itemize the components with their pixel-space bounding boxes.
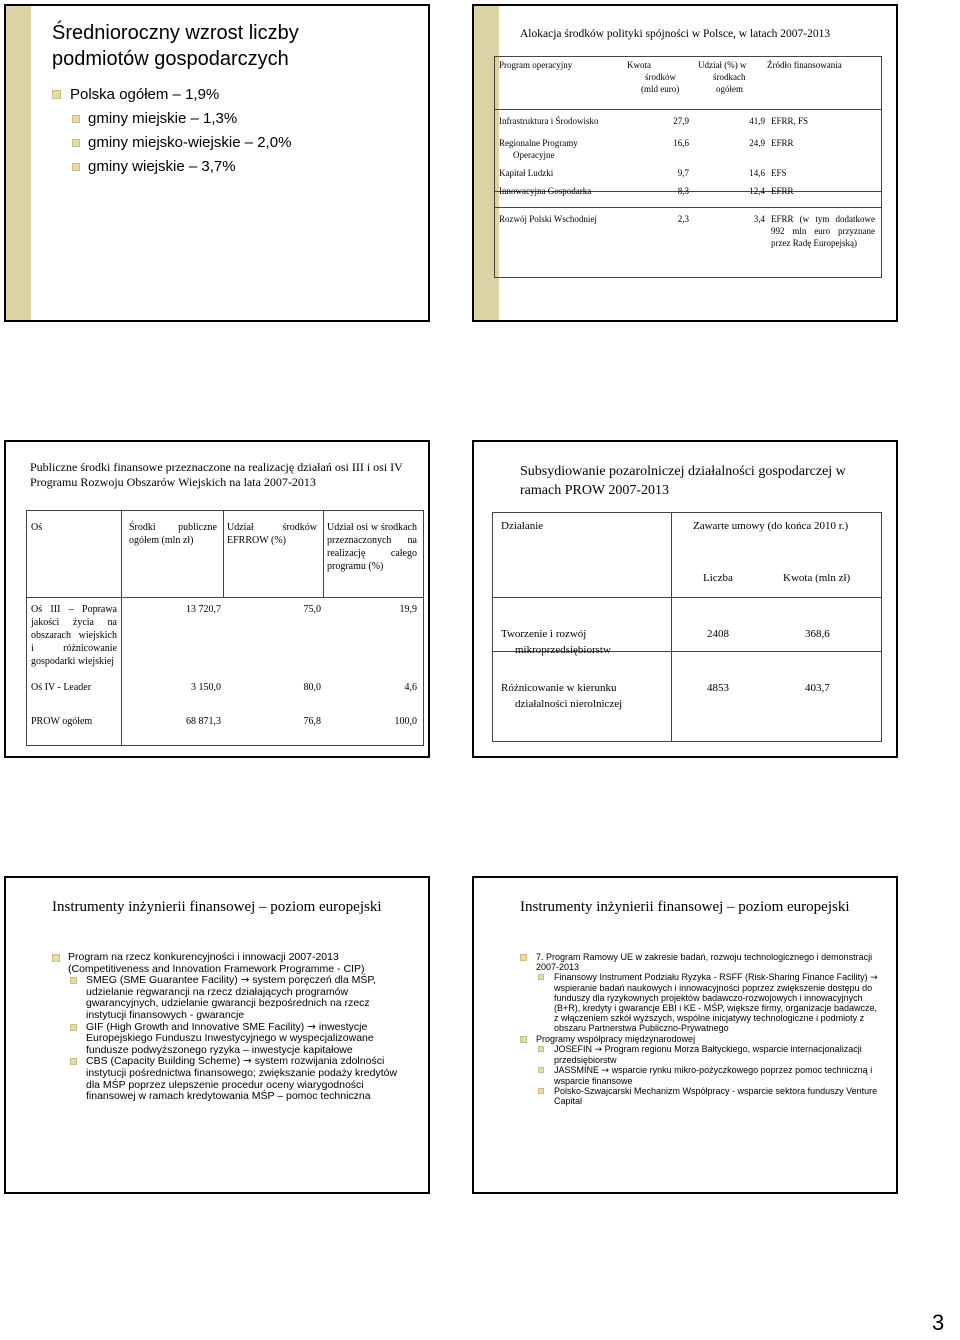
th-zrodlo: Źródło finansowania xyxy=(767,60,842,70)
bullet-text: Programy współpracy międzynarodowej xyxy=(536,1034,696,1044)
square-bullet-icon xyxy=(520,954,527,961)
square-bullet-icon xyxy=(538,1067,544,1073)
th-os: Oś xyxy=(31,522,43,533)
page-number: 3 xyxy=(932,1310,945,1335)
row-efrrow: 76,8 xyxy=(303,716,321,727)
subbullet xyxy=(520,1086,882,1106)
square-bullet-icon xyxy=(70,977,77,984)
square-bullet-icon xyxy=(52,90,61,99)
th-udzial-3: ogółem xyxy=(716,84,743,94)
arrow-right-icon: → xyxy=(243,1055,252,1068)
row-udzial: 3,4 xyxy=(753,214,765,224)
subbullet-text: system rozwijania zdolności instytucji pośrednictwa finansowego; zwiększanie podaży kredytów dla MŚP poprzez ulepszenie procedur oceny wiarygodności finansowej w ramach kredytowania MŚP – pomoc techniczna xyxy=(86,1055,398,1103)
slide-4 xyxy=(472,440,898,758)
square-bullet-icon xyxy=(538,1088,544,1094)
slide-3 xyxy=(4,440,430,758)
slide-5-title: Instrumenty inżynierii finansowej – poziom europejski xyxy=(52,899,382,915)
row-program: Regionalne Programy xyxy=(499,138,578,148)
th-kwota: Kwota (mln zł) xyxy=(783,572,851,584)
bullet xyxy=(520,1034,882,1044)
row-dzialanie: Tworzenie i rozwój xyxy=(501,628,587,640)
subbullet-pre: Finansowy Instrument Podziału Ryzyka - RSFF (Risk-Sharing Finance Facility) xyxy=(554,972,868,982)
row-srodki: 13 720,7 xyxy=(186,604,221,615)
th-udzial: Udział (%) w xyxy=(698,60,747,70)
slide-accent-strip xyxy=(6,6,31,320)
square-bullet-icon xyxy=(72,115,80,123)
allocation-table xyxy=(494,56,882,278)
th-efrrow: Udział środków EFRROW (%) xyxy=(227,522,317,546)
row-zrodlo: EFRR xyxy=(771,186,794,196)
th-srodki: Środki publiczne ogółem (mln zł) xyxy=(129,522,217,546)
row-kwota: 16,6 xyxy=(673,138,689,148)
row-udzial: 12,4 xyxy=(749,186,765,196)
arrow-right-icon: → xyxy=(601,1066,610,1076)
subbullet-pre: JASSMINE xyxy=(554,1065,600,1075)
slide-2 xyxy=(472,4,898,322)
th-zawarte-umowy: Zawarte umowy (do końca 2010 r.) xyxy=(693,520,849,532)
subbullet-text: wspieranie badań naukowych i innowacyjności poprzez zwiększenie dostępu do funduszy dla ryzykownych projektów badawczo-rozwojowych i innowacyjnych (B+R), kredyty i gwarancje EBI i KE - MŚP, większe firmy, organizacje badawcze, z włączeniem szkół wyższych, wspólne inicjatywy technologiczne i podmioty z obszaru Partnerstwa Publiczno-Prywatnego xyxy=(554,983,878,1033)
prow-subsidy-table xyxy=(492,512,882,742)
th-kwota-3: (mld euro) xyxy=(641,84,680,94)
slide-2-title: Alokacja środków polityki spójności w Polsce, w latach 2007-2013 xyxy=(520,28,831,40)
row-efrrow: 75,0 xyxy=(303,604,321,615)
subbullet-pre: GIF (High Growth and Innovative SME Facility) xyxy=(86,1020,305,1033)
row-dzialanie-2: działalności nierolniczej xyxy=(515,698,623,710)
th-kwota: Kwota xyxy=(627,60,651,70)
subbullet-text: inwestycje Europejskiego Funduszu Inwestycyjnego w wyspecjalizowane fundusze podwyższonego ryzyka – inwestycje kapitałowe xyxy=(86,1020,374,1056)
row-os: PROW ogółem xyxy=(31,716,93,727)
row-srodki: 68 871,3 xyxy=(186,716,221,727)
th-udzial-2: środkach xyxy=(713,72,746,82)
slide-4-title: Subsydiowanie pozarolniczej działalności gospodarczej w ramach PROW 2007-2013 xyxy=(520,464,846,498)
arrow-right-icon: → xyxy=(594,1045,603,1055)
slide-5 xyxy=(4,876,430,1194)
row-kwota: 9,7 xyxy=(677,168,689,178)
th-kwota-2: środków xyxy=(645,72,676,82)
row-kwota: 27,9 xyxy=(673,116,689,126)
slide-6 xyxy=(472,876,898,1194)
bullet xyxy=(520,952,882,972)
row-dzialanie-2: mikroprzedsiębiorstw xyxy=(515,644,611,656)
subbullet-text: wsparcie rynku mikro-pożyczkowego poprzez pomoc techniczną i wsparcie finansowe xyxy=(554,1065,873,1086)
square-bullet-icon xyxy=(538,974,544,980)
subbullet xyxy=(520,972,882,1033)
subbullet xyxy=(520,1044,882,1065)
row-program: Infrastruktura i Środowisko xyxy=(499,116,599,126)
slide-1-title: Średnioroczny wzrost liczby podmiotów gospodarczych xyxy=(52,22,299,70)
th-program: Program operacyjny xyxy=(499,60,573,70)
square-bullet-icon xyxy=(538,1046,544,1052)
subbullet xyxy=(520,1065,882,1086)
square-bullet-icon xyxy=(70,1058,77,1065)
row-kwota: 8,3 xyxy=(677,186,689,196)
bullet xyxy=(52,952,412,975)
subbullet xyxy=(52,1056,412,1102)
row-udzial: 19,9 xyxy=(399,604,417,615)
subbullet-text: system poręczeń dla MŚP, udzielanie regwarancji na rzecz działających programów gwarancyjnych, udzielanie gwarancji bezpośrednich na rzecz instytucji finansowych - gwarancje xyxy=(86,974,376,1021)
row-kwota: 368,6 xyxy=(805,628,830,640)
slide-6-title: Instrumenty inżynierii finansowej – poziom europejski xyxy=(520,899,850,915)
row-os: Oś III – Poprawa jakości życia na obszarach wiejskich i różnicowanie gospodarki wiejskiej xyxy=(31,604,117,667)
slide-5-body xyxy=(52,952,412,1103)
subbullet xyxy=(52,975,412,1021)
row-program: Kapitał Ludzki xyxy=(499,168,554,178)
row-udzial: 14,6 xyxy=(749,168,765,178)
row-program: Rozwój Polski Wschodniej xyxy=(499,214,597,224)
slide-1-subbullet xyxy=(72,134,291,152)
square-bullet-icon xyxy=(520,1036,527,1043)
th-dzialanie: Działanie xyxy=(501,520,544,532)
subbullet-text: gminy wiejskie – 3,7% xyxy=(88,158,236,175)
subbullet-text: Polsko-Szwajcarski Mechanizm Współpracy - wsparcie sektora funduszy Venture Capital xyxy=(554,1086,878,1106)
row-program-2: Operacyjne xyxy=(513,150,555,160)
row-zrodlo: EFRR, FS xyxy=(771,116,809,126)
row-os: Oś IV - Leader xyxy=(31,682,92,693)
slide-1-subbullet xyxy=(72,158,236,176)
slide-1-bullet xyxy=(52,86,219,104)
row-zrodlo: EFS xyxy=(771,168,787,178)
row-udzial: 41,9 xyxy=(749,116,765,126)
row-dzialanie: Różnicowanie w kierunku xyxy=(501,682,617,694)
row-liczba: 2408 xyxy=(707,628,729,640)
row-program: Innowacyjna Gospodarka xyxy=(499,186,592,196)
square-bullet-icon xyxy=(70,1024,77,1031)
row-liczba: 4853 xyxy=(707,682,729,694)
row-zrodlo: EFRR xyxy=(771,138,794,148)
subbullet-text: gminy miejsko-wiejskie – 2,0% xyxy=(88,134,292,151)
subbullet-pre: CBS (Capacity Building Scheme) xyxy=(86,1055,241,1068)
row-zrodlo: EFRR (w tym dodatkowe 992 mln euro przyznane przez Radę Europejską) xyxy=(771,214,875,248)
th-liczba: Liczba xyxy=(703,572,733,584)
subbullet-text: Program regionu Morza Bałtyckiego, wsparcie internacjonalizacji przedsiębiorstw xyxy=(554,1044,862,1065)
slide-1 xyxy=(4,4,430,322)
row-kwota: 2,3 xyxy=(677,214,689,224)
subbullet-text: gminy miejskie – 1,3% xyxy=(88,110,238,127)
row-udzial: 4,6 xyxy=(404,682,417,693)
row-srodki: 3 150,0 xyxy=(191,682,221,693)
slide-1-subbullet xyxy=(72,110,237,128)
square-bullet-icon xyxy=(52,954,60,962)
row-kwota: 403,7 xyxy=(805,682,830,694)
arrow-right-icon: → xyxy=(240,974,250,987)
arrow-right-icon: → xyxy=(307,1020,316,1033)
slide-6-body xyxy=(520,952,882,1106)
row-udzial: 24,9 xyxy=(749,138,765,148)
bullet-text: Polska ogółem – 1,9% xyxy=(70,86,220,103)
bullet-text: 7. Program Ramowy UE w zakresie badań, rozwoju technologicznego i demonstracji 2007-2013 xyxy=(536,952,873,972)
square-bullet-icon xyxy=(72,139,80,147)
arrow-right-icon: → xyxy=(870,973,878,983)
square-bullet-icon xyxy=(72,163,80,171)
subbullet-pre: SMEG (SME Guarantee Facility) xyxy=(86,974,238,987)
slide-3-title: Publiczne środki finansowe przeznaczone na realizację działań osi III i osi IV Programu Rozwoju Obszarów Wiejskich na lata 2007-2013 xyxy=(30,460,403,489)
row-efrrow: 80,0 xyxy=(303,682,321,693)
row-udzial: 100,0 xyxy=(394,716,417,727)
th-udzial-osi: Udział osi w środkach przeznaczonych na realizację całego programu (%) xyxy=(327,522,417,572)
prow-axis-table xyxy=(26,510,424,746)
subbullet-pre: JOSEFIN xyxy=(554,1044,593,1054)
subbullet xyxy=(52,1022,412,1057)
bullet-text: Program na rzecz konkurencyjności i innowacji 2007-2013 (Competitiveness and Innovation Framework Programme - CIP) xyxy=(68,951,365,975)
